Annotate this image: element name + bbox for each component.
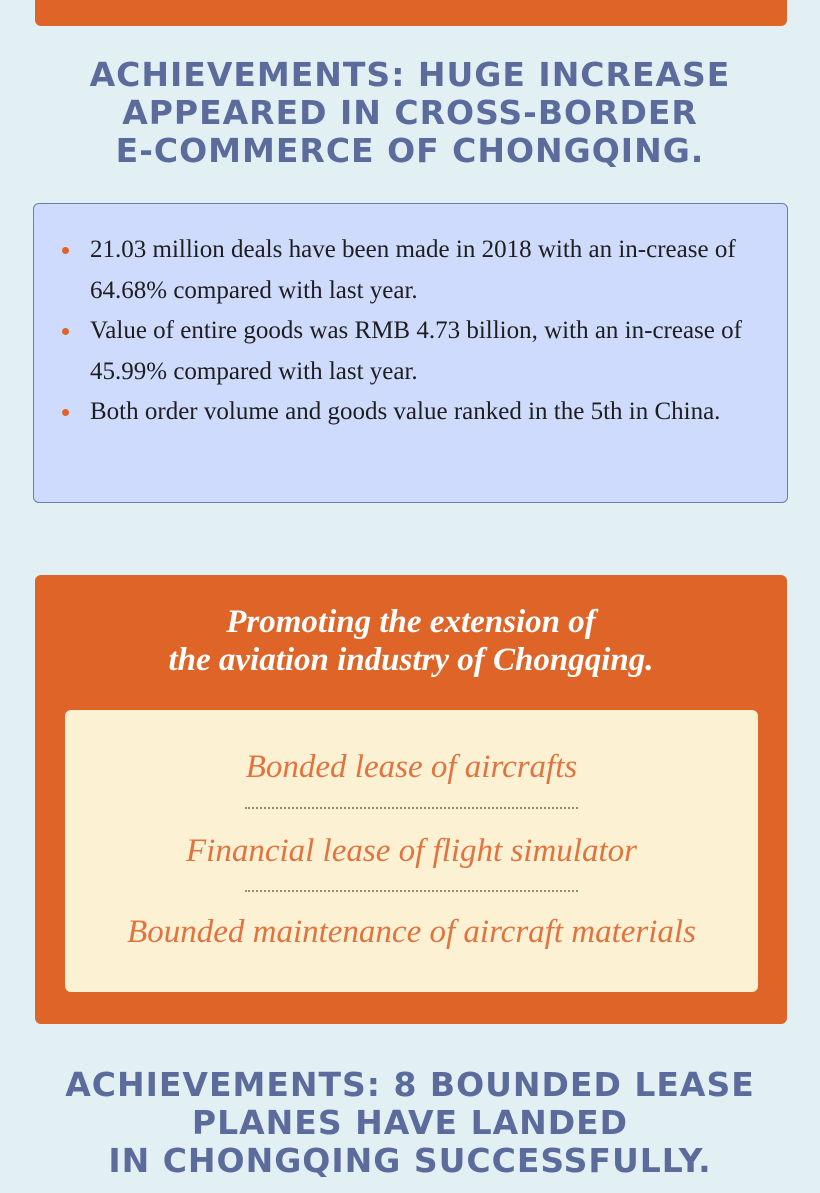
aviation-item-bonded-lease: Bonded lease of aircrafts [245, 749, 578, 785]
stats-item-goods-value: Value of entire goods was RMB 4.73 billion, with an in-crease of 45.99% compared with last year. [90, 311, 773, 392]
aviation-item-financial-lease: Financial lease of flight simulator [186, 833, 637, 869]
stats-item-deals: 21.03 million deals have been made in 2018 with an in-crease of 64.68% compared with last year. [90, 230, 773, 311]
aviation-title-line: the aviation industry of Chongqing. [168, 642, 654, 678]
heading-line: ACHIEVEMENTS: 8 BOUNDED LEASE [65, 1065, 755, 1104]
heading-line: IN CHONGQING SUCCESSFULLY. [108, 1141, 712, 1180]
ecommerce-stats-box [33, 203, 788, 503]
heading-line: ACHIEVEMENTS: HUGE INCREASE [89, 55, 731, 94]
dotted-divider [245, 807, 578, 809]
heading-line: APPEARED IN CROSS-BORDER [122, 93, 698, 132]
dotted-divider [245, 890, 578, 892]
aviation-items-card [65, 710, 758, 992]
stats-list [34, 204, 787, 433]
achievements-heading-ecommerce [0, 56, 820, 170]
heading-line: E-COMMERCE OF CHONGQING. [115, 131, 705, 170]
stats-item-ranking: Both order volume and goods value ranked in the 5th in China. [90, 392, 773, 433]
top-banner-edge [35, 0, 787, 26]
aviation-title [35, 603, 787, 679]
aviation-title-line: Promoting the extension of [226, 604, 596, 640]
heading-line: PLANES HAVE LANDED [191, 1103, 629, 1142]
aviation-item-maintenance: Bounded maintenance of aircraft materials [127, 914, 696, 950]
achievements-heading-aviation [0, 1066, 820, 1180]
aviation-panel [35, 575, 787, 1024]
